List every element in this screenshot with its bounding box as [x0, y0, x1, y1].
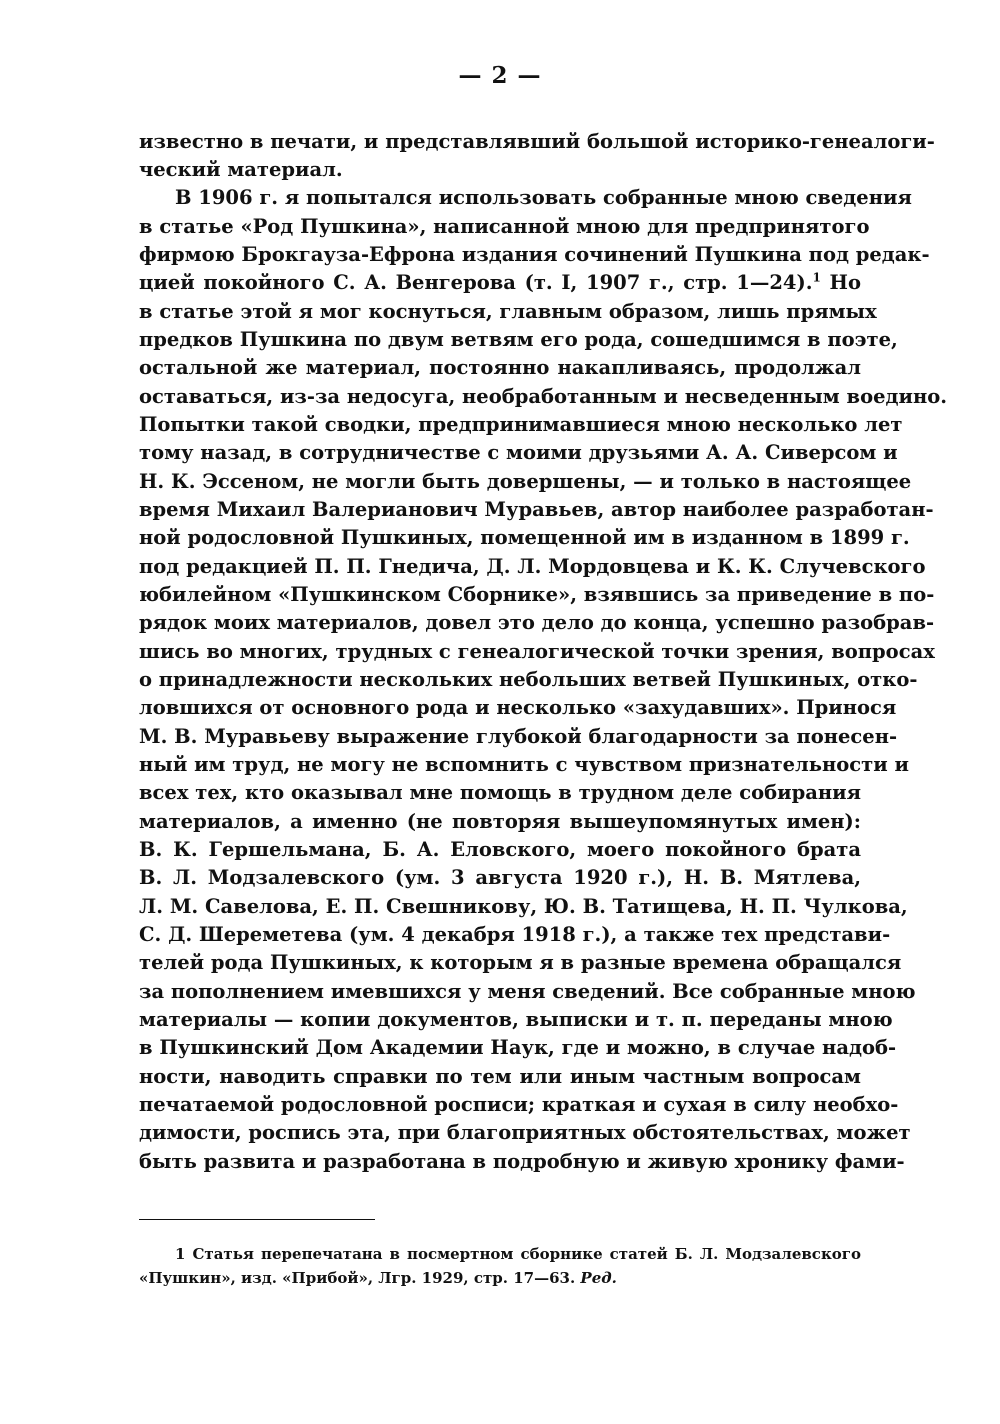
footnote-line	[139, 1266, 861, 1290]
text-line: ности, наводить справки по тем или иным частным вопросам	[139, 1065, 861, 1088]
text-line-with-footnote	[139, 268, 861, 298]
text-segment: Но	[820, 271, 861, 294]
text-line: материалы — копии документов, выписки и т. п. переданы мною	[139, 1008, 893, 1031]
text-line: С. Д. Шереметева (ум. 4 декабря 1918 г.), а также тех представи-	[139, 923, 891, 946]
text-line: Л. М. Савелова, Е. П. Свешникову, Ю. В. Татищева, Н. П. Чулкова,	[139, 895, 908, 918]
text-line: оставаться, из-за недосуга, необработанным и несведенным воедино.	[139, 385, 948, 408]
text-line: ловшихся от основного рода и несколько «захудавших». Принося	[139, 696, 897, 719]
text-line: В. Л. Модзалевского (ум. 3 августа 1920 г.), Н. В. Мятлева,	[139, 866, 861, 889]
text-line: быть развита и разработана в подробную и живую хронику фами-	[139, 1150, 905, 1173]
text-line: М. В. Муравьеву выражение глубокой благодарности за понесен-	[139, 725, 898, 748]
text-line: ной родословной Пушкиных, помещенной им в изданном в 1899 г.	[139, 526, 910, 549]
text-line: под редакцией П. П. Гнедича, Д. Л. Мордовцева и К. К. Случевского	[139, 555, 926, 578]
footnote-editor-mark: Ред.	[580, 1269, 617, 1287]
text-line: в Пушкинский Дом Академии Наук, где и можно, в случае надоб-	[139, 1036, 897, 1059]
footnote-reference: 1	[812, 270, 821, 285]
text-line: ный им труд, не могу не вспомнить с чувством признательности и	[139, 753, 909, 776]
text-line: печатаемой родословной росписи; краткая и сухая в силу необхо-	[139, 1093, 899, 1116]
text-line: фирмою Брокгауза-Ефрона издания сочинений Пушкина под редак-	[139, 243, 930, 266]
footnote-divider	[139, 1219, 375, 1220]
text-line: В. К. Гершельмана, Б. А. Еловского, моего покойного брата	[139, 838, 861, 861]
text-line: рядок моих материалов, довел это дело до конца, успешно разобрав-	[139, 611, 935, 634]
text-line: юбилейном «Пушкинском Сборнике», взявшись за приведение в по-	[139, 583, 935, 606]
footnote-line	[175, 1242, 861, 1266]
text-line: о принадлежности нескольких небольших ветвей Пушкиных, отко-	[139, 668, 918, 691]
footnote-text: «Пушкин», изд. «Прибой», Лгр. 1929, стр. 17—63.	[139, 1269, 576, 1287]
text-segment: цией покойного С. А. Венгерова (т. I, 1907 г., стр. 1—24).	[139, 271, 813, 294]
text-line: в статье этой я мог коснуться, главным образом, лишь прямых	[139, 300, 877, 323]
footnote-text: Статья перепечатана в посмертном сборнике статей Б. Л. Модзалевского	[192, 1245, 861, 1263]
text-line: за пополнением имевшихся у меня сведений. Все собранные мною	[139, 980, 916, 1003]
text-line: всех тех, кто оказывал мне помощь в трудном деле собирания	[139, 781, 861, 804]
text-line: димости, роспись эта, при благоприятных обстоятельствах, может	[139, 1121, 911, 1144]
text-line: известно в печати, и представлявший большой историко-генеалоги-	[139, 130, 935, 153]
text-line: Попытки такой сводки, предпринимавшиеся мною несколько лет	[139, 413, 903, 436]
footnote-mark: 1	[175, 1245, 186, 1263]
text-line: телей рода Пушкиных, к которым я в разные времена обращался	[139, 951, 902, 974]
text-line: материалов, а именно (не повторяя вышеупомянутых имен):	[139, 810, 861, 833]
text-line: тому назад, в сотрудничестве с моими друзьями А. А. Сиверсом и	[139, 441, 898, 464]
text-line: остальной же материал, постоянно накапливаясь, продолжал	[139, 356, 861, 379]
text-line: шись во многих, трудных с генеалогической точки зрения, вопросах	[139, 640, 935, 663]
page-number: — 2 —	[458, 62, 542, 89]
text-line: В 1906 г. я попытался использовать собранные мною сведения	[175, 186, 912, 209]
text-line: время Михаил Валерианович Муравьев, автор наиболее разработан-	[139, 498, 934, 521]
text-line: Н. К. Эссеном, не могли быть довершены, — и только в настоящее	[139, 470, 912, 493]
text-line: ческий материал.	[139, 158, 343, 181]
text-line: предков Пушкина по двум ветвям его рода, сошедшимся в поэте,	[139, 328, 898, 351]
text-line: в статье «Род Пушкина», написанной мною для предпринятого	[139, 215, 870, 238]
